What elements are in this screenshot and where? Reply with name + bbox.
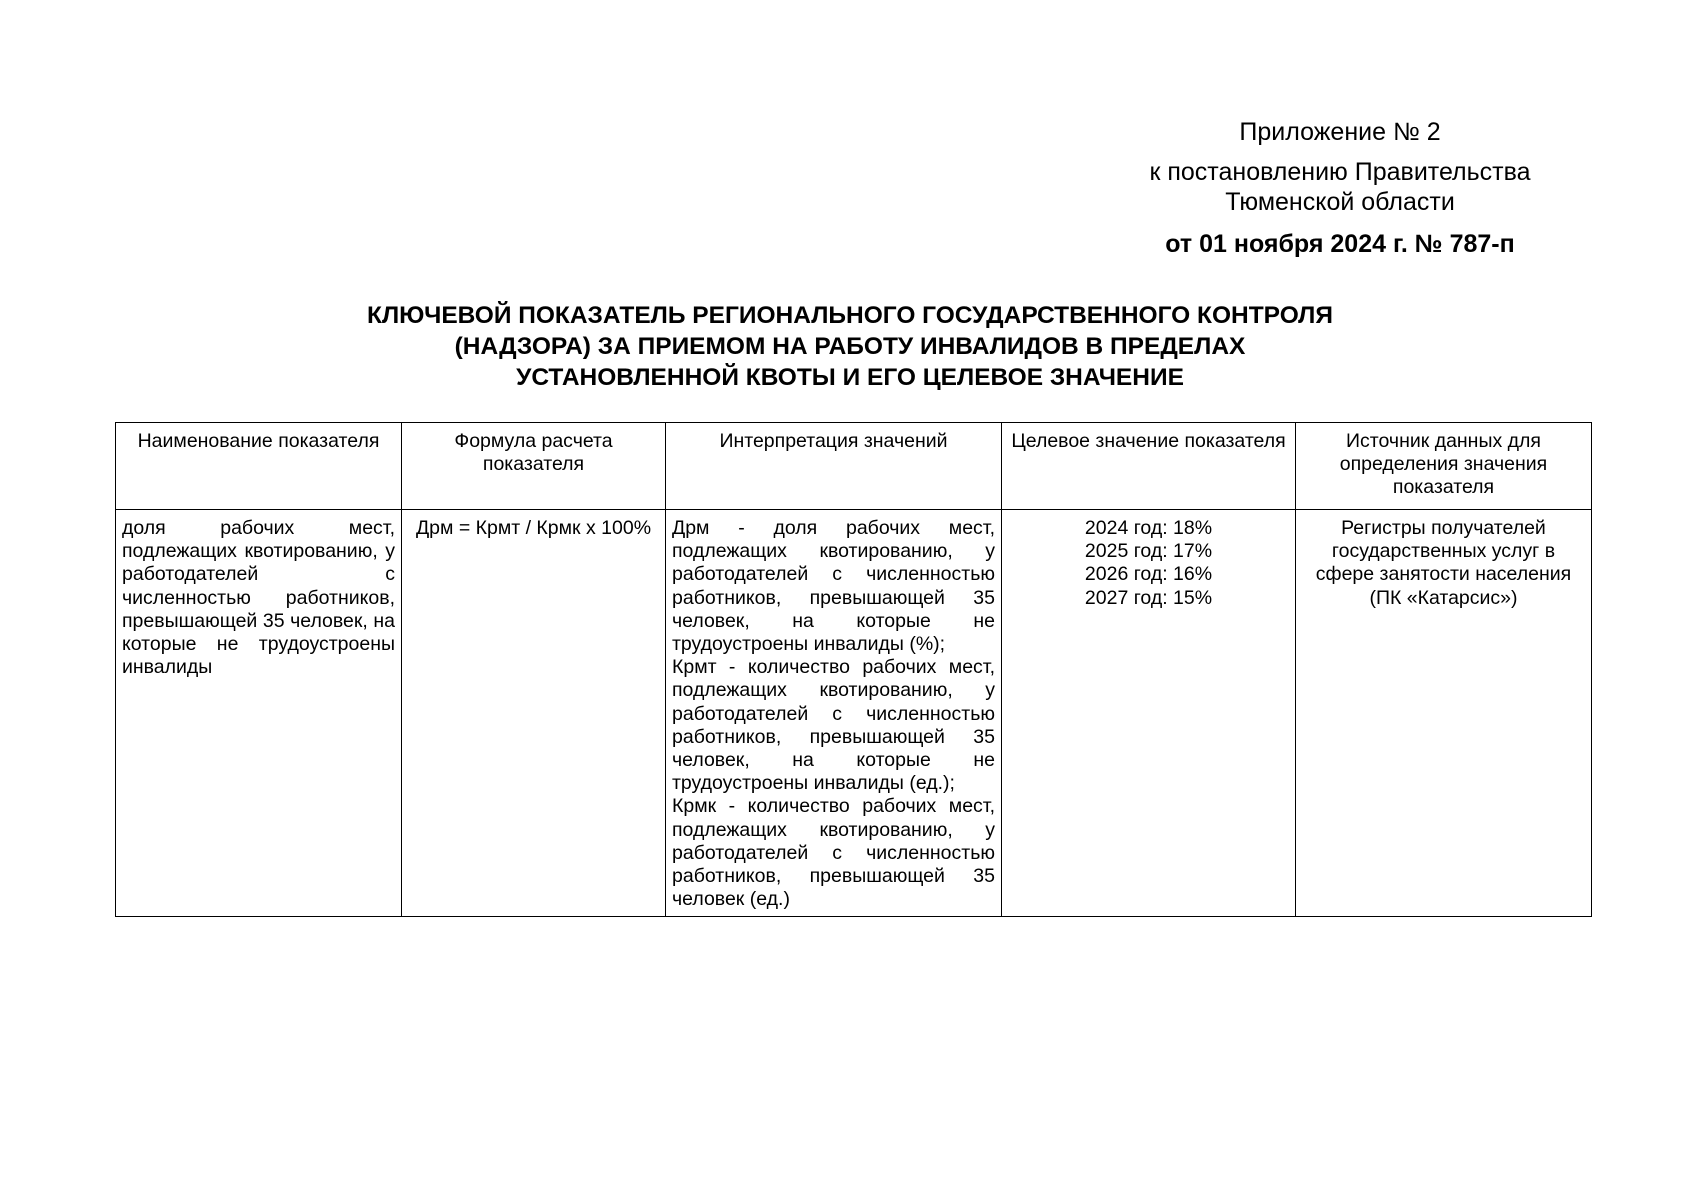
- header-target-value: Целевое значение показателя: [1002, 423, 1296, 510]
- header-data-source: Источник данных для определения значения показателя: [1296, 423, 1592, 510]
- title-line-1: КЛЮЧЕВОЙ ПОКАЗАТЕЛЬ РЕГИОНАЛЬНОГО ГОСУДАРСТВЕННОГО КОНТРОЛЯ: [367, 302, 1333, 329]
- appendix-resolution-line1: к постановлению Правительства: [1149, 158, 1531, 186]
- header-indicator-name: Наименование показателя: [116, 423, 402, 510]
- interpretation-drm: Дрм - доля рабочих мест, подлежащих квотированию, у работодателей с численностью работников, превышающей 35 человек, на которые не трудоустроены инвалиды (%);: [672, 517, 995, 656]
- title-line-2: (НАДЗОРА) ЗА ПРИЕМОМ НА РАБОТУ ИНВАЛИДОВ В ПРЕДЕЛАХ: [454, 333, 1246, 360]
- cell-interpretation: [666, 510, 1002, 917]
- cell-target-values: [1002, 510, 1296, 917]
- table-header-row: [116, 423, 1592, 510]
- appendix-resolution: [1100, 157, 1580, 217]
- appendix-number: Приложение № 2: [1239, 118, 1441, 146]
- target-2027: 2027 год: 15%: [1084, 586, 1213, 609]
- target-2026: 2026 год: 16%: [1084, 563, 1213, 586]
- target-2025: 2025 год: 17%: [1084, 540, 1213, 563]
- appendix-resolution-line2: Тюменской области: [1225, 188, 1455, 216]
- document-title: [120, 300, 1580, 393]
- interpretation-krmt: Крмт - количество рабочих мест, подлежащих квотированию, у работодателей с численностью работников, превышающей 35 человек, на которые не трудоустроены инвалиды (ед.);: [672, 656, 995, 795]
- appendix-date: от 01 ноября 2024 г. № 787-п: [1165, 230, 1515, 258]
- header-formula: Формула расчета показателя: [402, 423, 666, 510]
- cell-indicator-name: доля рабочих мест, подлежащих квотированию, у работодателей с численностью работников, превышающей 35 человек, на которые не трудоустроены инвалиды: [116, 510, 402, 917]
- indicator-table: [115, 422, 1592, 917]
- cell-formula: Дрм = Крмт / Крмк x 100%: [402, 510, 666, 917]
- title-line-3: УСТАНОВЛЕННОЙ КВОТЫ И ЕГО ЦЕЛЕВОЕ ЗНАЧЕНИЕ: [516, 364, 1184, 391]
- target-2024: 2024 год: 18%: [1084, 517, 1213, 539]
- header-interpretation: Интерпретация значений: [666, 423, 1002, 510]
- interpretation-krmk: Крмк - количество рабочих мест, подлежащих квотированию, у работодателей с численностью работников, превышающей 35 человек (ед.): [672, 795, 995, 911]
- cell-data-source: Регистры получателей государственных услуг в сфере занятости населения (ПК «Катарсис»): [1296, 510, 1592, 917]
- table-row: [116, 510, 1592, 917]
